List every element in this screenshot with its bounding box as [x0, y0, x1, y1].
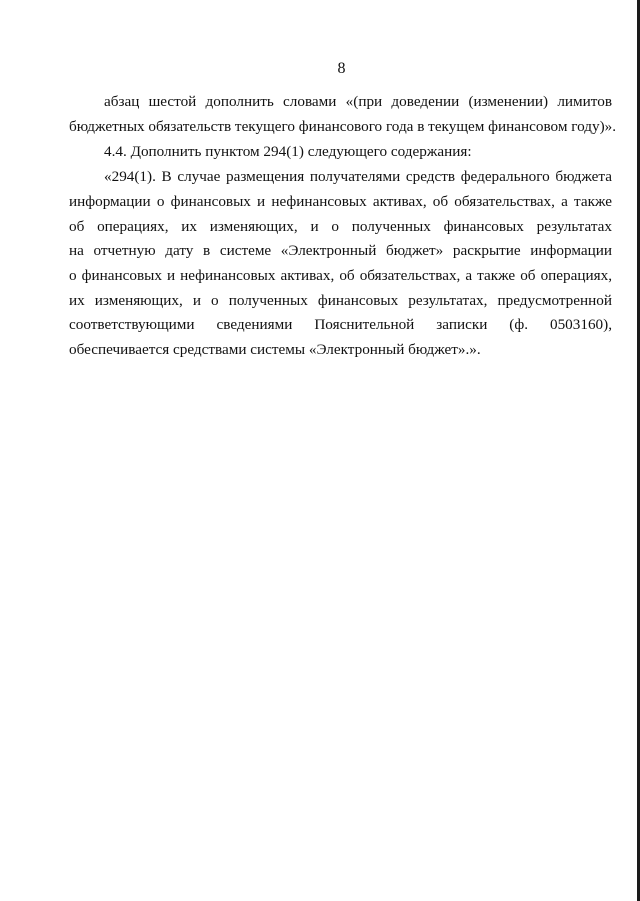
page-number: 8 [337, 60, 346, 77]
text-line: соответствующими сведениями Пояснительной записки (ф. 0503160), [69, 316, 612, 333]
text-line: бюджетных обязательств текущего финансового года в текущем финансовом году)». [69, 118, 617, 135]
text-line: «294(1). В случае размещения получателями средств федерального бюджета [104, 168, 612, 185]
text-line: информации о финансовых и нефинансовых активах, об обязательствах, а также [69, 193, 612, 210]
text-line: на отчетную дату в системе «Электронный бюджет» раскрытие информации [69, 242, 612, 259]
text-line: их изменяющих, и о полученных финансовых результатах, предусмотренной [69, 292, 612, 309]
text-line: обеспечивается средствами системы «Электронный бюджет».». [69, 341, 481, 358]
text-line: об операциях, их изменяющих, и о полученных финансовых результатах [69, 218, 612, 235]
text-line: абзац шестой дополнить словами «(при доведении (изменении) лимитов [104, 93, 612, 110]
text-line: о финансовых и нефинансовых активах, об обязательствах, а также об операциях, [69, 267, 612, 284]
text-line: 4.4. Дополнить пунктом 294(1) следующего содержания: [104, 143, 472, 160]
